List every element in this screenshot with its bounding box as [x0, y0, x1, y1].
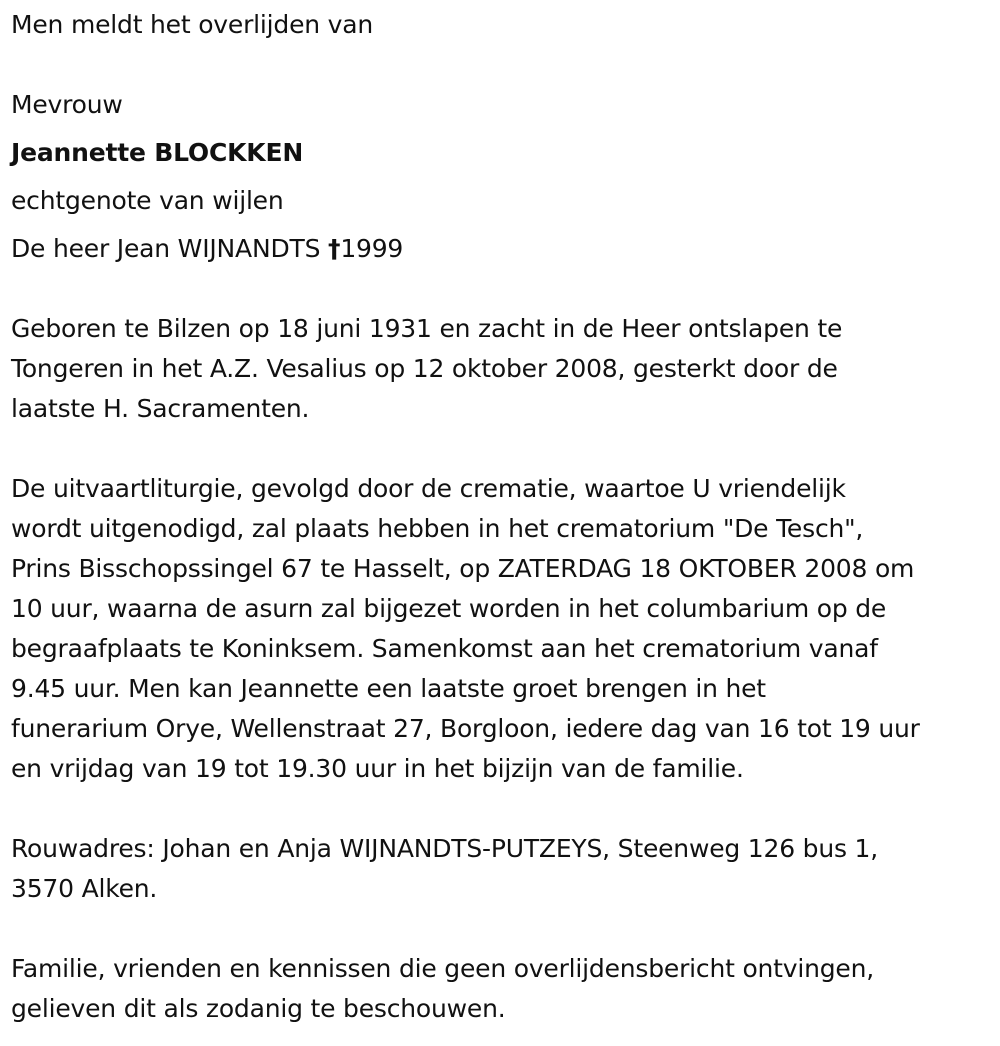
relation-text: echtgenote van wijlen [11, 186, 284, 215]
honorific: Mevrouw [11, 90, 123, 119]
birth-death-paragraph [11, 309, 991, 429]
notice-paragraph [11, 949, 991, 1029]
paragraph-line: Rouwadres: Johan en Anja WIJNANDTS-PUTZEYS, Steenweg 126 bus 1, [11, 834, 878, 863]
paragraph-line: funerarium Orye, Wellenstraat 27, Borgloon, iedere dag van 16 tot 19 uur [11, 714, 920, 743]
paragraph-line: 10 uur, waarna de asurn zal bijgezet worden in het columbarium op de [11, 594, 887, 623]
deceased-name: Jeannette BLOCKKEN [11, 138, 304, 167]
spouse-death-year: 1999 [340, 234, 404, 263]
paragraph-line: Tongeren in het A.Z. Vesalius op 12 oktober 2008, gesterkt door de [11, 354, 838, 383]
spouse-line [11, 234, 403, 264]
paragraph-line: 3570 Alken. [11, 874, 158, 903]
paragraph-line: laatste H. Sacramenten. [11, 394, 310, 423]
funeral-paragraph [11, 469, 991, 789]
intro-text: Men meldt het overlijden van [11, 10, 374, 39]
paragraph-line: 9.45 uur. Men kan Jeannette een laatste groet brengen in het [11, 674, 766, 703]
paragraph-line: gelieven dit als zodanig te beschouwen. [11, 994, 506, 1023]
paragraph-line: Geboren te Bilzen op 18 juni 1931 en zacht in de Heer ontslapen te [11, 314, 843, 343]
address-paragraph [11, 829, 991, 909]
spouse-name: De heer Jean WIJNANDTS [11, 234, 321, 263]
paragraph-line: wordt uitgenodigd, zal plaats hebben in het crematorium "De Tesch", [11, 514, 864, 543]
paragraph-line: Familie, vrienden en kennissen die geen overlijdensbericht ontvingen, [11, 954, 875, 983]
cross-icon: † [328, 234, 341, 263]
paragraph-line: en vrijdag van 19 tot 19.30 uur in het bijzijn van de familie. [11, 754, 744, 783]
paragraph-line: De uitvaartliturgie, gevolgd door de crematie, waartoe U vriendelijk [11, 474, 846, 503]
paragraph-line: begraafplaats te Koninksem. Samenkomst aan het crematorium vanaf [11, 634, 878, 663]
paragraph-line: Prins Bisschopssingel 67 te Hasselt, op ZATERDAG 18 OKTOBER 2008 om [11, 554, 915, 583]
